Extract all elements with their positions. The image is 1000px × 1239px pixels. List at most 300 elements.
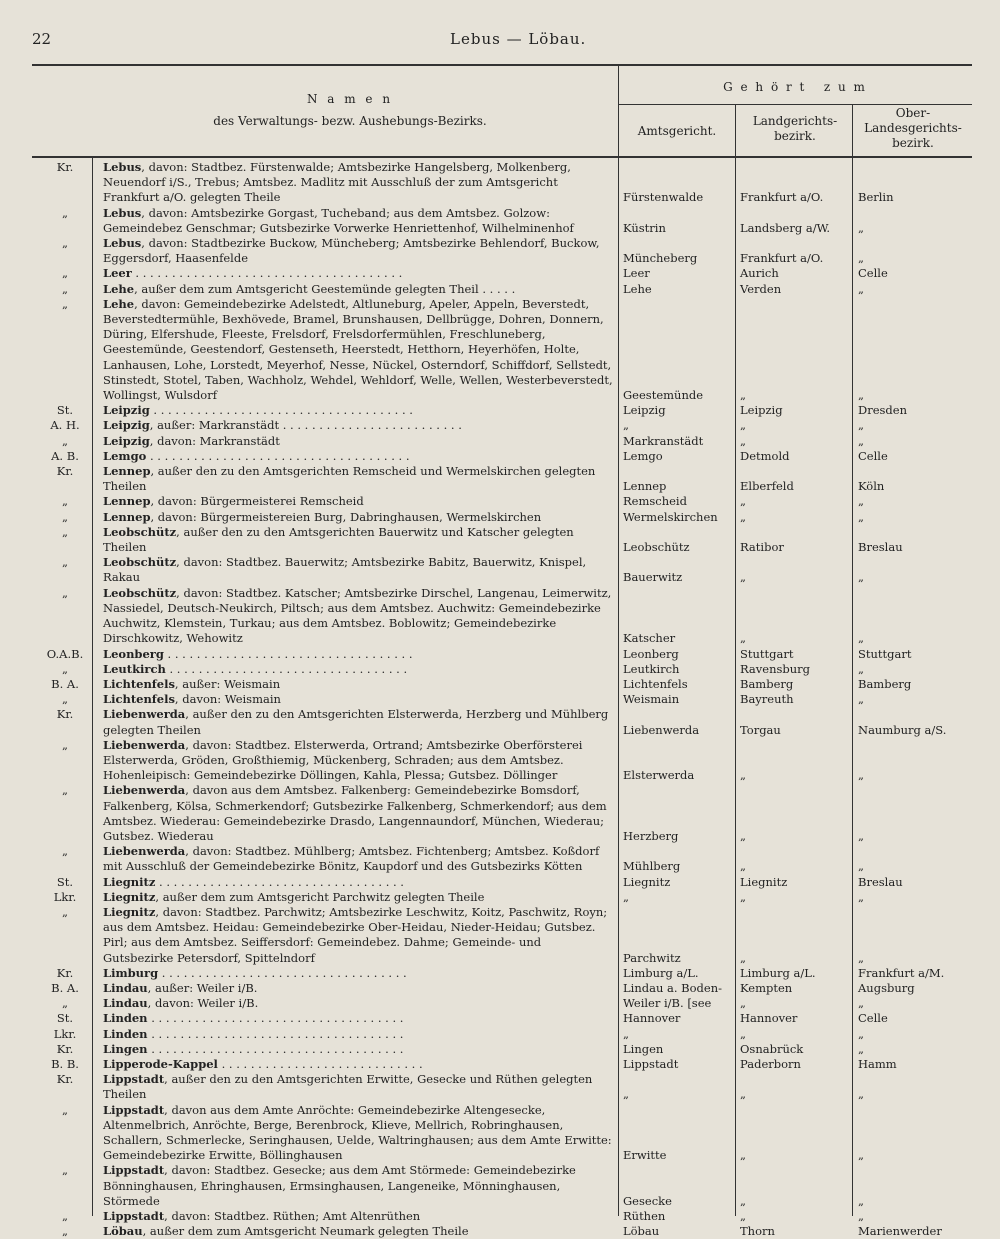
district-description: , davon: Stadtbezirke Buckow, Müncheberg; Amtsbezirke Behlendorf, Buckow, Eggersdorf, Haasenfelde: [103, 236, 600, 266]
amtsgericht-cell: Weiler i/B. [see: [623, 996, 712, 1011]
district-name: Lindau: [103, 996, 148, 1011]
amtsgericht-cell: Leer: [623, 266, 650, 281]
amtsgericht-cell: Fürstenwalde: [623, 190, 704, 205]
district-entry: [103, 1163, 613, 1209]
district-description: , davon: Weiler i/B.: [147, 996, 259, 1011]
district-description: , davon: Stadtbez. Mühlberg; Amtsbez. Fichtenberg; Amtsbez. Koßdorf mit Ausschluß der Gemeindebezirke Bönitz, Kaupdorf und des Gutsbezirks Kötten: [103, 844, 600, 874]
district-description: . . . . . . . . . . . . . . . . . . . . . . . . . . . . . . . . . . . .: [146, 448, 410, 463]
olg-cell: Augsburg: [858, 980, 915, 995]
district-entry: [103, 905, 613, 966]
district-type: „: [62, 996, 68, 1011]
district-entry: [103, 662, 613, 677]
table-row: [0, 236, 1000, 266]
district-type: „: [62, 661, 68, 676]
landgericht-cell: Frankfurt a/O.: [740, 190, 824, 205]
district-entry: [103, 692, 613, 707]
district-name: Lemgo: [103, 448, 147, 463]
landgericht-cell: Bayreuth: [740, 692, 794, 707]
table-row: [0, 844, 1000, 874]
olg-cell: „: [858, 1148, 864, 1163]
district-name: Leobschütz: [103, 585, 177, 600]
district-description: , außer dem zum Amtsgericht Geestemünde gelegten Theil . . . . .: [134, 281, 516, 296]
table-row: [0, 966, 1000, 981]
district-description: . . . . . . . . . . . . . . . . . . . . . . . . . . . . . . . . . .: [163, 646, 413, 661]
table-row: [0, 510, 1000, 525]
district-type: Kr.: [56, 1041, 74, 1056]
landgericht-header: Landgerichts-bezirk.: [752, 114, 838, 143]
district-entry: [103, 586, 613, 647]
olg-cell: „: [858, 768, 864, 783]
district-name: Lichtenfels: [103, 692, 175, 707]
table-row: [0, 875, 1000, 890]
running-title: Lebus — Löbau.: [450, 30, 587, 48]
landgericht-cell: Ratibor: [740, 540, 784, 555]
olg-cell: „: [858, 251, 864, 266]
page-number: 22: [32, 30, 52, 48]
table-row: [0, 1209, 1000, 1224]
district-type: „: [62, 555, 68, 570]
olg-cell: „: [858, 889, 864, 904]
table-row: [0, 692, 1000, 707]
district-name: Liegnitz: [103, 889, 156, 904]
landgericht-cell: Bamberg: [740, 676, 794, 691]
district-entry: [103, 707, 613, 737]
amtsgericht-cell: Herzberg: [623, 828, 679, 843]
landgericht-cell: „: [740, 570, 746, 585]
district-entry: [103, 996, 613, 1011]
district-type: Kr.: [56, 965, 74, 980]
district-description: , außer: Weiler i/B.: [147, 980, 258, 995]
district-name: Leutkirch: [103, 661, 166, 676]
table-row: [0, 981, 1000, 996]
amtsgericht-cell: „: [623, 889, 629, 904]
district-name: Liebenwerda: [103, 844, 186, 859]
district-name: Liebenwerda: [103, 707, 186, 722]
district-name: Lippstadt: [103, 1209, 165, 1224]
landgericht-cell: „: [740, 950, 746, 965]
district-name: Leonberg: [103, 646, 164, 661]
amtsgericht-cell: Lichtenfels: [623, 676, 688, 691]
district-description: . . . . . . . . . . . . . . . . . . . . . . . . . . . . . . . . . . .: [147, 1026, 404, 1041]
table-row: [0, 662, 1000, 677]
olg-cell: „: [858, 388, 864, 403]
district-description: , außer den zu den Amtsgerichten Erwitte, Gesecke und Rüthen gelegten Theilen: [103, 1072, 593, 1102]
olg-cell: Breslau: [858, 874, 903, 889]
district-description: , außer den zu den Amtsgerichten Remscheid und Wermelskirchen gelegten Theilen: [103, 464, 596, 494]
landgericht-cell: „: [740, 1026, 746, 1041]
landgericht-cell: „: [740, 828, 746, 843]
district-name: Liebenwerda: [103, 783, 186, 798]
landgericht-cell: Leipzig: [740, 403, 783, 418]
district-entry: [103, 1209, 613, 1224]
landgericht-cell: Ravensburg: [740, 661, 811, 676]
district-name: Lippstadt: [103, 1072, 165, 1087]
district-type: „: [62, 1163, 68, 1178]
olg-cell: „: [858, 1087, 864, 1102]
district-entry: [103, 981, 613, 996]
district-type: „: [62, 205, 68, 220]
olg-cell: Celle: [858, 266, 888, 281]
amtsgericht-cell: Markranstädt: [623, 433, 704, 448]
district-entry: [103, 282, 613, 297]
table-row: [0, 1057, 1000, 1072]
landgericht-cell: „: [740, 768, 746, 783]
olg-cell: „: [858, 1041, 864, 1056]
table-row: [0, 996, 1000, 1011]
district-entry: [103, 890, 613, 905]
district-description: , davon: Stadtbez. Gesecke; aus dem Amt Störmede: Gemeindebezirke Bönninghausen, Ehringhausen, Ermsinghausen, Langeneike, Mönninghausen, Störmede: [103, 1163, 576, 1208]
amtsgericht-cell: Lindau a. Boden-: [623, 980, 723, 995]
district-type: „: [62, 296, 68, 311]
table-row: [0, 266, 1000, 281]
district-description: , davon: Stadtbez. Parchwitz; Amtsbezirke Leschwitz, Koitz, Paschwitz, Royn; aus dem Amtsbez. Heidau: Gemeindebezirke Ober-Heidau, Nieder-Heidau; Gutsbez. Pirl; aus dem Amtsbez. Seiffersdorf: Gemeindebez. Dahme; Gemeinde- und Gutsbezirke Petersdorf, Spittelndorf: [103, 904, 608, 965]
table-row: [0, 418, 1000, 433]
district-entry: [103, 434, 613, 449]
district-entry: [103, 403, 613, 418]
register-rows: [0, 160, 1000, 1239]
district-name: Leipzig: [103, 403, 150, 418]
landgericht-cell: „: [740, 1148, 746, 1163]
table-row: [0, 160, 1000, 206]
district-name: Lindau: [103, 980, 148, 995]
landgericht-cell: Kempten: [740, 980, 793, 995]
district-name: Linden: [103, 1011, 148, 1026]
olg-cell: Naumburg a/S.: [858, 722, 947, 737]
landgericht-cell: Elberfeld: [740, 479, 794, 494]
district-description: . . . . . . . . . . . . . . . . . . . . . . . . . . . . . . . . . . . . .: [131, 266, 403, 281]
olg-cell: Köln: [858, 479, 885, 494]
district-entry: [103, 525, 613, 555]
amtsgericht-cell: „: [623, 1087, 629, 1102]
landgericht-cell: „: [740, 433, 746, 448]
district-type: „: [62, 266, 68, 281]
district-entry: [103, 1011, 613, 1026]
district-description: , davon: Bürgermeisterei Remscheid: [150, 494, 364, 509]
district-name: Leobschütz: [103, 524, 177, 539]
table-row: [0, 555, 1000, 585]
table-row: [0, 449, 1000, 464]
district-type: „: [62, 783, 68, 798]
table-row: [0, 738, 1000, 784]
amtsgericht-cell: „: [623, 418, 629, 433]
district-type: Kr.: [56, 160, 74, 174]
district-description: , außer dem zum Amtsgericht Neumark gelegten Theile: [142, 1224, 469, 1239]
landgericht-cell: Hannover: [740, 1011, 798, 1026]
district-type: „: [62, 1102, 68, 1117]
landgericht-cell: „: [740, 509, 746, 524]
district-description: , davon: Stadtbez. Fürstenwalde; Amtsbezirke Hangelsberg, Molkenberg, Neuendorf i/S., Trebus; Amtsbez. Madlitz mit Ausschluß der zum Amtsgericht Frankfurt a/O. gelegten Theile: [103, 160, 571, 205]
district-description: , davon: Stadtbez. Katscher; Amtsbezirke Dirschel, Langenau, Leimerwitz, Nassiedel, Deutsch-Neukirch, Piltsch; aus dem Amtsbez. Auchwitz: Gemeindebezirke Auchwitz, Klemstein, Turkau; aus dem Amtsbez. Boblowitz; Gemeindebezirke Dirschkowitz, Wehowitz: [103, 585, 612, 646]
amtsgericht-cell: Müncheberg: [623, 251, 698, 266]
district-description: , davon: Amtsbezirke Gorgast, Tucheband; aus dem Amtsbez. Golzow: Gemeindebez Genschmar; Gutsbezirke Vorwerke Henriettenhof, Wilhelminenhof: [103, 205, 574, 235]
amtsgericht-cell: Lippstadt: [623, 1056, 679, 1071]
olg-cell: Frankfurt a/M.: [858, 965, 945, 980]
district-type: „: [62, 1209, 68, 1224]
table-row: [0, 1042, 1000, 1057]
names-subtitle: des Verwaltungs- bezw. Aushebungs-Bezirks.: [213, 114, 487, 128]
olg-cell: Breslau: [858, 540, 903, 555]
olg-cell: „: [858, 692, 864, 707]
district-name: Lennep: [103, 464, 151, 479]
table-row: [0, 297, 1000, 403]
header-bottom-rule: [32, 156, 972, 158]
district-type: „: [62, 585, 68, 600]
table-row: [0, 464, 1000, 494]
district-name: Leer: [103, 266, 132, 281]
olg-cell: Berlin: [858, 190, 894, 205]
table-row: [0, 206, 1000, 236]
district-type: „: [62, 433, 68, 448]
district-entry: [103, 1027, 613, 1042]
table-row: [0, 1103, 1000, 1164]
landgericht-cell: Thorn: [740, 1224, 775, 1239]
table-row: [0, 707, 1000, 737]
olg-cell: „: [858, 281, 864, 296]
amtsgericht-cell: Erwitte: [623, 1148, 667, 1163]
district-name: Lebus: [103, 160, 142, 174]
landgericht-cell: „: [740, 388, 746, 403]
table-row: [0, 783, 1000, 844]
olg-cell: „: [858, 570, 864, 585]
district-description: , außer: Markranstädt . . . . . . . . . . . . . . . . . . . . . . . . .: [149, 418, 462, 433]
landgericht-cell: Limburg a/L.: [740, 965, 816, 980]
district-name: Lehe: [103, 281, 135, 296]
amtsgericht-cell: Wermelskirchen: [623, 509, 718, 524]
landgericht-cell: Aurich: [740, 266, 779, 281]
amtsgericht-cell: Parchwitz: [623, 950, 681, 965]
olg-cell: Hamm: [858, 1056, 897, 1071]
olg-header: Ober-Landesgerichts-bezirk.: [864, 106, 962, 150]
amtsgericht-cell: Weismain: [623, 692, 680, 707]
amtsgericht-cell: Mühlberg: [623, 859, 681, 874]
district-entry: [103, 1103, 613, 1164]
landgericht-cell: „: [740, 494, 746, 509]
district-description: , außer den zu den Amtsgerichten Bauerwitz und Katscher gelegten Theilen: [103, 524, 574, 555]
district-name: Linden: [103, 1026, 148, 1041]
table-row: [0, 905, 1000, 966]
district-type: „: [62, 844, 68, 859]
district-name: Lennep: [103, 494, 151, 509]
district-entry: [103, 1042, 613, 1057]
district-description: , davon: Stadtbez. Elsterwerda, Ortrand; Amtsbezirke Oberförsterei Elsterwerda, Gröden, Großthiemig, Mückenberg, Schraden; aus dem Amtsbez. Hohenleipisch: Gemeindebezirke Döllingen, Kahla, Plessa; Gutsbez. Döllinger: [103, 737, 583, 783]
olg-cell: „: [858, 509, 864, 524]
landgericht-cell: „: [740, 996, 746, 1011]
olg-cell: Bamberg: [858, 676, 912, 691]
landgericht-cell: „: [740, 889, 746, 904]
landgericht-cell: Frankfurt a/O.: [740, 251, 824, 266]
amtsgericht-cell: Limburg a/L.: [623, 965, 699, 980]
district-entry: [103, 783, 613, 844]
district-name: Lebus: [103, 205, 142, 220]
district-type: Lkr.: [53, 1026, 77, 1041]
landgericht-cell: Paderborn: [740, 1056, 801, 1071]
district-description: , davon: Gemeindebezirke Adelstedt, Altluneburg, Apeler, Appeln, Beverstedt, Beverstedtermühle, Bexhövede, Bramel, Brunshausen, Dellbrügge, Dohren, Donnern, Düring, Elfershude, Fleeste, Frelsdorf, Frelsdorfermühlen, Freschluneberg, Geestemünde, Geestendorf, Gestenseth, Heerstedt, Hetthorn, Heyerhöfen, Holte, Lanhausen, Lohe, Lorstedt, Meyerhof, Nesse, Nückel, Osterndorf, Schiffdorf, Sellstedt, Stinstedt, Stotel, Taben, Wachholz, Wehdel, Wehldorf, Welle, Wellen, Westerbeverstedt, Wollingst, Wulsdorf: [103, 296, 613, 403]
amtsgericht-cell: Leutkirch: [623, 661, 680, 676]
landgericht-cell: „: [740, 1193, 746, 1208]
amtsgericht-header: Amtsgericht.: [637, 124, 717, 138]
district-type: Lkr.: [53, 889, 77, 904]
olg-cell: Stuttgart: [858, 646, 912, 661]
district-type: „: [62, 281, 68, 296]
district-type: St.: [56, 1011, 74, 1026]
olg-cell: „: [858, 996, 864, 1011]
district-entry: [103, 510, 613, 525]
amtsgericht-cell: Remscheid: [623, 494, 687, 509]
district-type: Kr.: [56, 464, 74, 479]
landgericht-cell: „: [740, 1209, 746, 1224]
amtsgericht-cell: Löbau: [623, 1224, 660, 1239]
district-entry: [103, 738, 613, 784]
table-row: [0, 494, 1000, 509]
olg-cell: „: [858, 631, 864, 646]
district-type: A. B.: [51, 448, 79, 463]
olg-cell: „: [858, 1026, 864, 1041]
district-entry: [103, 555, 613, 585]
district-description: . . . . . . . . . . . . . . . . . . . . . . . . . . . . . . . . . .: [155, 874, 404, 889]
district-entry: [103, 494, 613, 509]
district-type: Kr.: [56, 707, 74, 722]
landgericht-cell: Osnabrück: [740, 1041, 804, 1056]
district-description: , außer dem zum Amtsgericht Parchwitz gelegten Theile: [155, 889, 485, 904]
table-row: [0, 282, 1000, 297]
district-type: St.: [56, 403, 74, 418]
names-title: N a m e n: [306, 92, 394, 106]
amtsgericht-cell: Lehe: [623, 281, 652, 296]
district-name: Lennep: [103, 509, 151, 524]
landgericht-cell: Verden: [740, 281, 782, 296]
district-entry: [103, 160, 613, 206]
landgericht-cell: Liegnitz: [740, 874, 788, 889]
amtsgericht-cell: „: [623, 1026, 629, 1041]
table-row: [0, 1163, 1000, 1209]
table-row: [0, 890, 1000, 905]
table-row: [0, 1027, 1000, 1042]
district-name: Lichtenfels: [103, 676, 175, 691]
district-description: , davon aus dem Amtsbez. Falkenberg: Gemeindebezirke Bomsdorf, Falkenberg, Kölsa, Schmerkendorf; Gutsbezirke Falkenberg, Schmerkendorf; aus dem Amtsbez. Wiederau: Gemeindebezirke Drasdo, Langennaundorf, München, Wiederau; Gutsbez. Wiederau: [103, 783, 607, 843]
district-entry: [103, 966, 613, 981]
district-description: , davon: Markranstädt: [149, 433, 280, 448]
district-entry: [103, 875, 613, 890]
district-name: Lippstadt: [103, 1163, 165, 1178]
landgericht-cell: Torgau: [740, 722, 781, 737]
district-name: Lippstadt: [103, 1102, 165, 1117]
district-entry: [103, 418, 613, 433]
district-type: B. B.: [51, 1056, 79, 1071]
district-entry: [103, 449, 613, 464]
district-description: . . . . . . . . . . . . . . . . . . . . . . . . . . . . . . . . . . . .: [149, 403, 413, 418]
table-row: [0, 1011, 1000, 1026]
olg-cell: „: [858, 418, 864, 433]
district-name: Limburg: [103, 965, 159, 980]
amtsgericht-cell: Leipzig: [623, 403, 666, 418]
district-name: Lipperode-Kappel: [103, 1056, 218, 1071]
belongs-title: G e h ö r t z u m: [723, 80, 867, 94]
district-type: „: [62, 509, 68, 524]
amtsgericht-cell: Bauerwitz: [623, 570, 683, 585]
amtsgericht-cell: Gesecke: [623, 1193, 672, 1208]
olg-cell: „: [858, 661, 864, 676]
district-name: Lingen: [103, 1041, 148, 1056]
amtsgericht-cell: Lingen: [623, 1041, 664, 1056]
district-type: „: [62, 494, 68, 509]
district-description: , außer den zu den Amtsgerichten Elsterwerda, Herzberg und Mühlberg gelegten Theilen: [103, 707, 609, 737]
district-entry: [103, 266, 613, 281]
landgericht-cell: „: [740, 631, 746, 646]
district-description: . . . . . . . . . . . . . . . . . . . . . . . . . . . . . . . . .: [165, 661, 408, 676]
district-name: Liebenwerda: [103, 737, 186, 752]
amtsgericht-cell: Leonberg: [623, 646, 679, 661]
olg-cell: „: [858, 1193, 864, 1208]
landgericht-cell: „: [740, 418, 746, 433]
olg-cell: Marienwerder: [858, 1224, 942, 1239]
olg-cell: „: [858, 220, 864, 235]
district-description: , davon: Stadtbez. Rüthen; Amt Altenrüthen: [164, 1209, 421, 1224]
district-entry: [103, 1057, 613, 1072]
amtsgericht-cell: Katscher: [623, 631, 676, 646]
district-entry: [103, 297, 613, 403]
olg-cell: „: [858, 859, 864, 874]
landgericht-cell: Detmold: [740, 448, 790, 463]
top-rule: [32, 64, 972, 66]
district-entry: [103, 1224, 613, 1239]
district-name: Leobschütz: [103, 555, 177, 570]
table-row: [0, 1072, 1000, 1102]
amtsgericht-cell: Elsterwerda: [623, 768, 695, 783]
landgericht-cell: Stuttgart: [740, 646, 794, 661]
district-description: . . . . . . . . . . . . . . . . . . . . . . . . . . . . . . . . . . .: [147, 1041, 404, 1056]
district-name: Leipzig: [103, 433, 150, 448]
table-row: [0, 647, 1000, 662]
table-row: [0, 525, 1000, 555]
amtsgericht-cell: Liegnitz: [623, 874, 671, 889]
amtsgericht-cell: Rüthen: [623, 1209, 666, 1224]
district-type: „: [62, 524, 68, 539]
district-name: Lebus: [103, 236, 142, 251]
olg-cell: „: [858, 1209, 864, 1224]
district-description: . . . . . . . . . . . . . . . . . . . . . . . . . . . . . . . . . .: [158, 965, 407, 980]
district-description: . . . . . . . . . . . . . . . . . . . . . . . . . . . . . . . . . . .: [147, 1011, 404, 1026]
olg-cell: „: [858, 828, 864, 843]
olg-cell: Celle: [858, 448, 888, 463]
district-type: O.A.B.: [46, 646, 84, 661]
district-description: . . . . . . . . . . . . . . . . . . . . . . . . . . . .: [217, 1056, 423, 1071]
district-name: Lehe: [103, 296, 135, 311]
district-type: „: [62, 692, 68, 707]
amtsgericht-cell: Leobschütz: [623, 540, 690, 555]
amtsgericht-cell: Geestemünde: [623, 388, 704, 403]
district-description: , davon aus dem Amte Anröchte: Gemeindebezirke Altengesecke, Altenmelbrich, Anröchte, Berge, Berenbrock, Klieve, Mellrich, Robringhausen, Schallern, Schmerlecke, Seringhausen, Uelde, Waltringhausen; aus dem Amte Erwitte: Gemeindebezirke Erwitte, Böllinghausen: [103, 1102, 612, 1163]
district-entry: [103, 206, 613, 236]
table-row: [0, 403, 1000, 418]
amtsgericht-cell: Lemgo: [623, 448, 663, 463]
district-name: Löbau: [103, 1224, 143, 1239]
landgericht-cell: Landsberg a/W.: [740, 220, 831, 235]
amtsgericht-cell: Hannover: [623, 1011, 681, 1026]
district-name: Liegnitz: [103, 874, 156, 889]
olg-cell: „: [858, 433, 864, 448]
district-type: B. A.: [51, 980, 79, 995]
landgericht-cell: „: [740, 859, 746, 874]
district-description: , davon: Bürgermeistereien Burg, Dabringhausen, Wermelskirchen: [150, 509, 542, 524]
district-type: „: [62, 737, 68, 752]
olg-cell: Dresden: [858, 403, 907, 418]
district-entry: [103, 464, 613, 494]
district-type: B. A.: [51, 676, 79, 691]
table-row: [0, 677, 1000, 692]
amtsgericht-cell: Küstrin: [623, 220, 666, 235]
district-type: A. H.: [50, 418, 80, 433]
olg-cell: „: [858, 494, 864, 509]
